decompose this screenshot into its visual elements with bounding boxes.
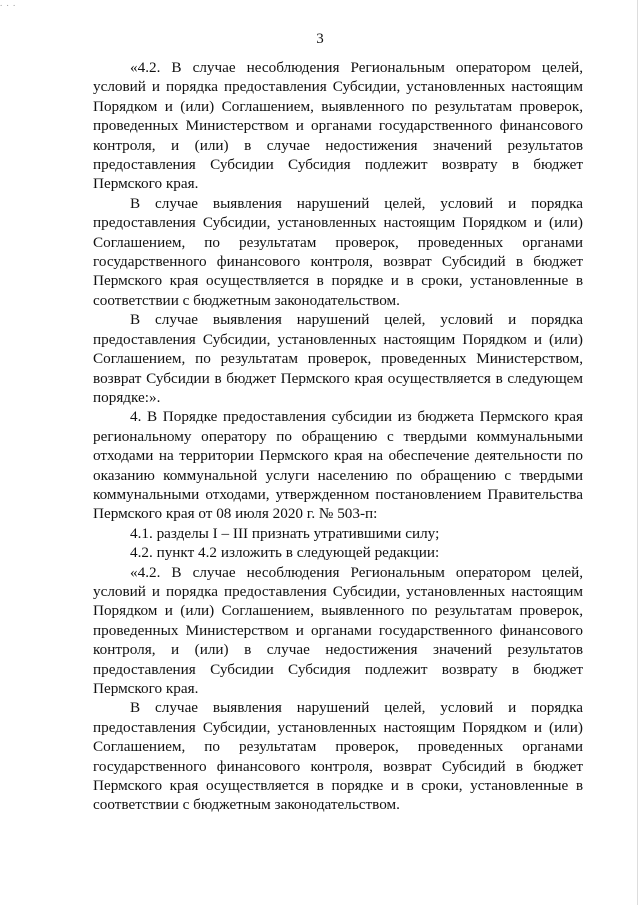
paragraph-clause-4-2-first: «4.2. В случае несоблюдения Региональным оператором целей, условий и порядка предоставления Субсидии, установленных настоящим Порядком и (или) Соглашением, выявленного по результатам проверок, проведенных Министерством и органами государственного финансового контроля, и (или) в случае недостижения значений результатов предоставления Субсидии Субсидия подлежит возврату в бюджет Пермского края. bbox=[93, 59, 583, 193]
paragraph-item-4-2: 4.2. пункт 4.2 изложить в следующей редакции: bbox=[130, 544, 440, 562]
paragraph-violation-control-second: В случае выявления нарушений целей, условий и порядка предоставления Субсидии, установленных настоящим Порядком и (или) Соглашением, по результатам проверок, проведенных органами государственного финансового контроля, возврат Субсидий в бюджет Пермского края осуществляется в порядке и в сроки, установленные в соответствии с бюджетным законодательством. bbox=[93, 699, 583, 814]
document-body bbox=[93, 58, 583, 815]
paragraph-item-4: 4. В Порядке предоставления субсидии из бюджета Пермского края региональному оператору по обращению с твердыми коммунальными отходами на территории Пермского края на обеспечение деятельности по оказанию коммунальной услуги населению по обращению с твердыми коммунальными отходами, утвержденном постановлением Правительства Пермского края от 08 июля 2020 г. № 503-п: bbox=[93, 408, 583, 523]
paragraph-clause-4-2-second: «4.2. В случае несоблюдения Региональным оператором целей, условий и порядка предоставления Субсидии, установленных настоящим Порядком и (или) Соглашением, выявленного по результатам проверок, проведенных Министерством и органами государственного финансового контроля, и (или) в случае недостижения значений результатов предоставления Субсидии Субсидия подлежит возврату в бюджет Пермского края. bbox=[93, 563, 583, 697]
page-number: 3 bbox=[316, 31, 324, 47]
paragraph-item-4-1: 4.1. разделы I – III признать утратившими силу; bbox=[130, 524, 440, 542]
paragraph-violation-ministry: В случае выявления нарушений целей, условий и порядка предоставления Субсидии, установленных настоящим Порядком и (или) Соглашением, по результатам проверок, проведенных Министерством, возврат Субсидии в бюджет Пермского края осуществляется в следующем порядке:». bbox=[93, 311, 583, 406]
scan-edge-line bbox=[637, 0, 638, 905]
paragraph-violation-control: В случае выявления нарушений целей, условий и порядка предоставления Субсидии, установленных настоящим Порядком и (или) Соглашением, по результатам проверок, проведенных органами государственного финансового контроля, возврат Субсидий в бюджет Пермского края осуществляется в порядке и в сроки, установленные в соответствии с бюджетным законодательством. bbox=[93, 194, 583, 309]
scan-corner-mark: . . . bbox=[0, 0, 17, 6]
